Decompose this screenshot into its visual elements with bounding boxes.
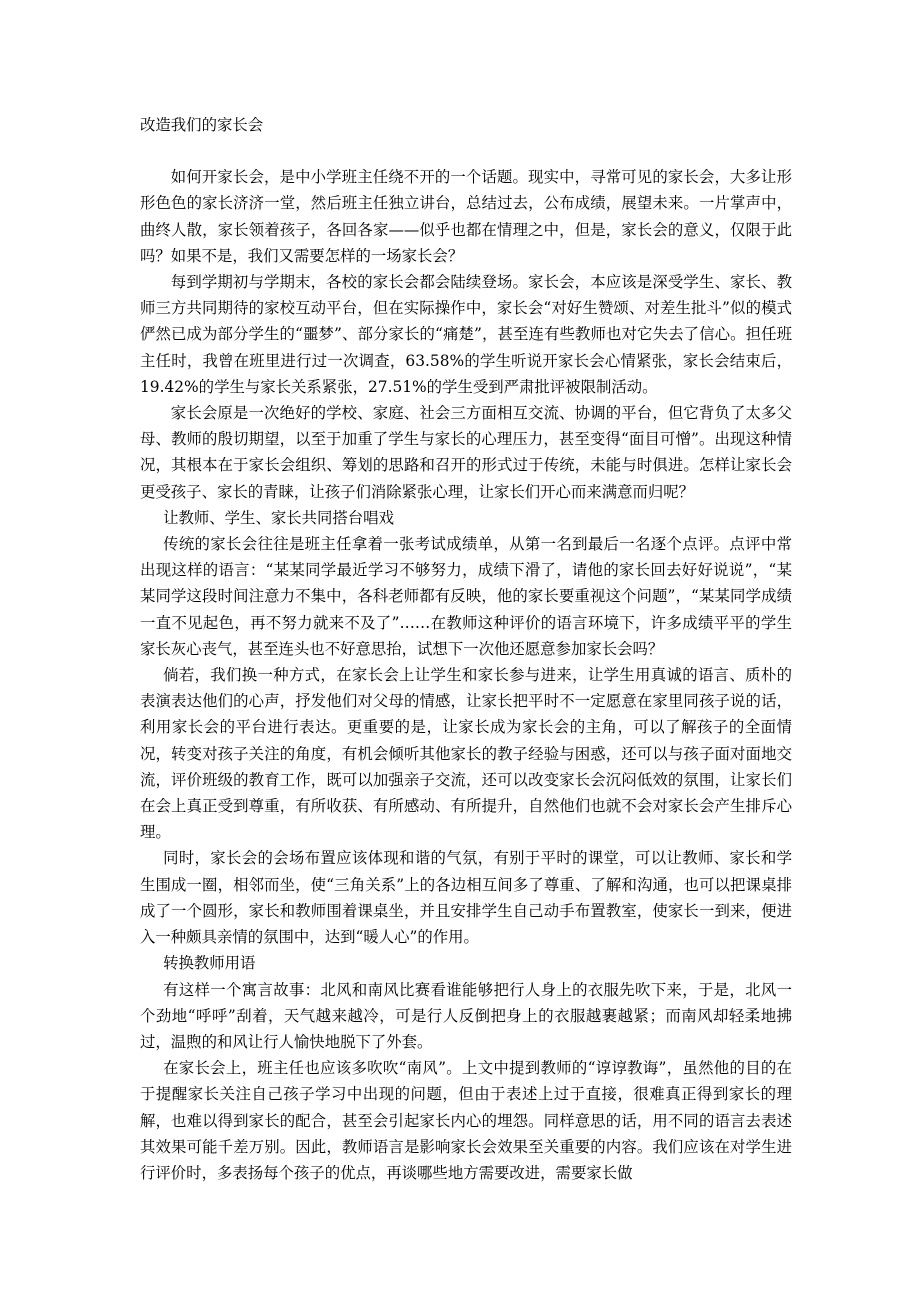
intro-paragraph-2: 每到学期初与学期末，各校的家长会都会陆续登场。家长会，本应该是深受学生、家长、教师三方共同期待的家校互动平台，但在实际操作中，家长会“对好生赞颂、对差生批斗”似的模式俨然已成为部分学生的“噩梦”、部分家长的“痛楚”，甚至连有些教师也对它失去了信心。担任班主任时，我曾在班里进行过一次调查，63.58%的学生听说开家长会心情紧张，家长会结束后，19.42%的学生与家长关系紧张，27.51%的学生受到严肃批评被限制活动。 — [140, 273, 792, 396]
intro-paragraph-3: 家长会原是一次绝好的学校、家庭、社会三方面相互交流、协调的平台，但它背负了太多父母、教师的殷切期望，以至于加重了学生与家长的心理压力，甚至变得“面目可憎”。出现这种情况，其根本在于家长会组织、筹划的思路和召开的形式过于传统，未能与时俱进。怎样让家长会更受孩子、家长的青睐，让孩子们消除紧张心理，让家长们开心而来满意而归呢？ — [140, 404, 792, 501]
section-2-paragraph-2: 在家长会上，班主任也应该多吹吹“南风”。上文中提到教师的“谆谆教诲”，虽然他的目的在于提醒家长关注自己孩子学习中出现的问题，但由于表述上过于直接，很难真正得到家长的理解，也难以得到家长的配合，甚至会引起家长内心的埋怨。同样意思的话，用不同的语言去表述其效果可能千差万别。因此，教师语言是影响家长会效果至关重要的内容。我们应该在对学生进行评价时，多表扬每个孩子的优点，再谈哪些地方需要改进，需要家长做 — [140, 1059, 792, 1182]
section-1-paragraph-3: 同时，家长会的会场布置应该体现和谐的气氛，有别于平时的课堂，可以让教师、家长和学生围成一圈，相邻而坐，使“三角关系”上的各边相互间多了尊重、了解和沟通，也可以把课桌排成了一个圆形，家长和教师围着课桌坐，并且安排学生自己动手布置教室，使家长一到来，便进入一种颇具亲情的氛围中，达到“暖人心”的作用。 — [140, 849, 792, 947]
document-page — [140, 112, 792, 1186]
intro-paragraph-1: 如何开家长会，是中小学班主任绕不开的一个话题。现实中，寻常可见的家长会，大多让形形色色的家长济济一堂，然后班主任独立讲台，总结过去，公布成绩，展望未来。一片掌声中，曲终人散，家长领着孩子，各回各家——似乎也都在情理之中，但是，家长会的意义，仅限于此吗？如果不是，我们又需要怎样的一场家长会？ — [140, 168, 792, 265]
section-1-paragraph-1: 传统的家长会往往是班主任拿着一张考试成绩单，从第一名到最后一名逐个点评。点评中常出现这样的语言：“某某同学最近学习不够努力，成绩下滑了，请他的家长回去好好说说”，“某某同学这段时间注意力不集中，各科老师都有反映，他的家长要重视这个问题”，“某某同学成绩一直不见起色，再不努力就来不及了”……在教师这种评价的语言环境下，许多成绩平平的学生家长灰心丧气，甚至连头也不好意思抬，试想下一次他还愿意参加家长会吗？ — [140, 535, 792, 658]
document-title: 改造我们的家长会 — [140, 116, 264, 134]
section-heading-2: 转换教师用语 — [163, 954, 256, 973]
section-2-paragraph-1: 有这样一个寓言故事：北风和南风比赛看谁能够把行人身上的衣服先吹下来，于是，北风一个劲地“呼呼”刮着，天气越来越冷，可是行人反倒把身上的衣服越裹越紧；而南风却轻柔地拂过，温煦的和风让行人愉快地脱下了外套。 — [140, 980, 792, 1051]
section-1-paragraph-2: 倘若，我们换一种方式，在家长会上让学生和家长参与进来，让学生用真诚的语言、质朴的表演表达他们的心声，抒发他们对父母的情感，让家长把平时不一定愿意在家里同孩子说的话，利用家长会的平台进行表达。更重要的是，让家长成为家长会的主角，可以了解孩子的全面情况，转变对孩子关注的角度，有机会倾听其他家长的教子经验与困惑，还可以与孩子面对面地交流，评价班级的教育工作，既可以加强亲子交流，还可以改变家长会沉闷低效的氛围，让家长们在会上真正受到尊重，有所收获、有所感动、有所提升，自然他们也就不会对家长会产生排斥心理。 — [140, 666, 792, 842]
section-heading-1: 让教师、学生、家长共同搭台唱戏 — [163, 508, 394, 527]
